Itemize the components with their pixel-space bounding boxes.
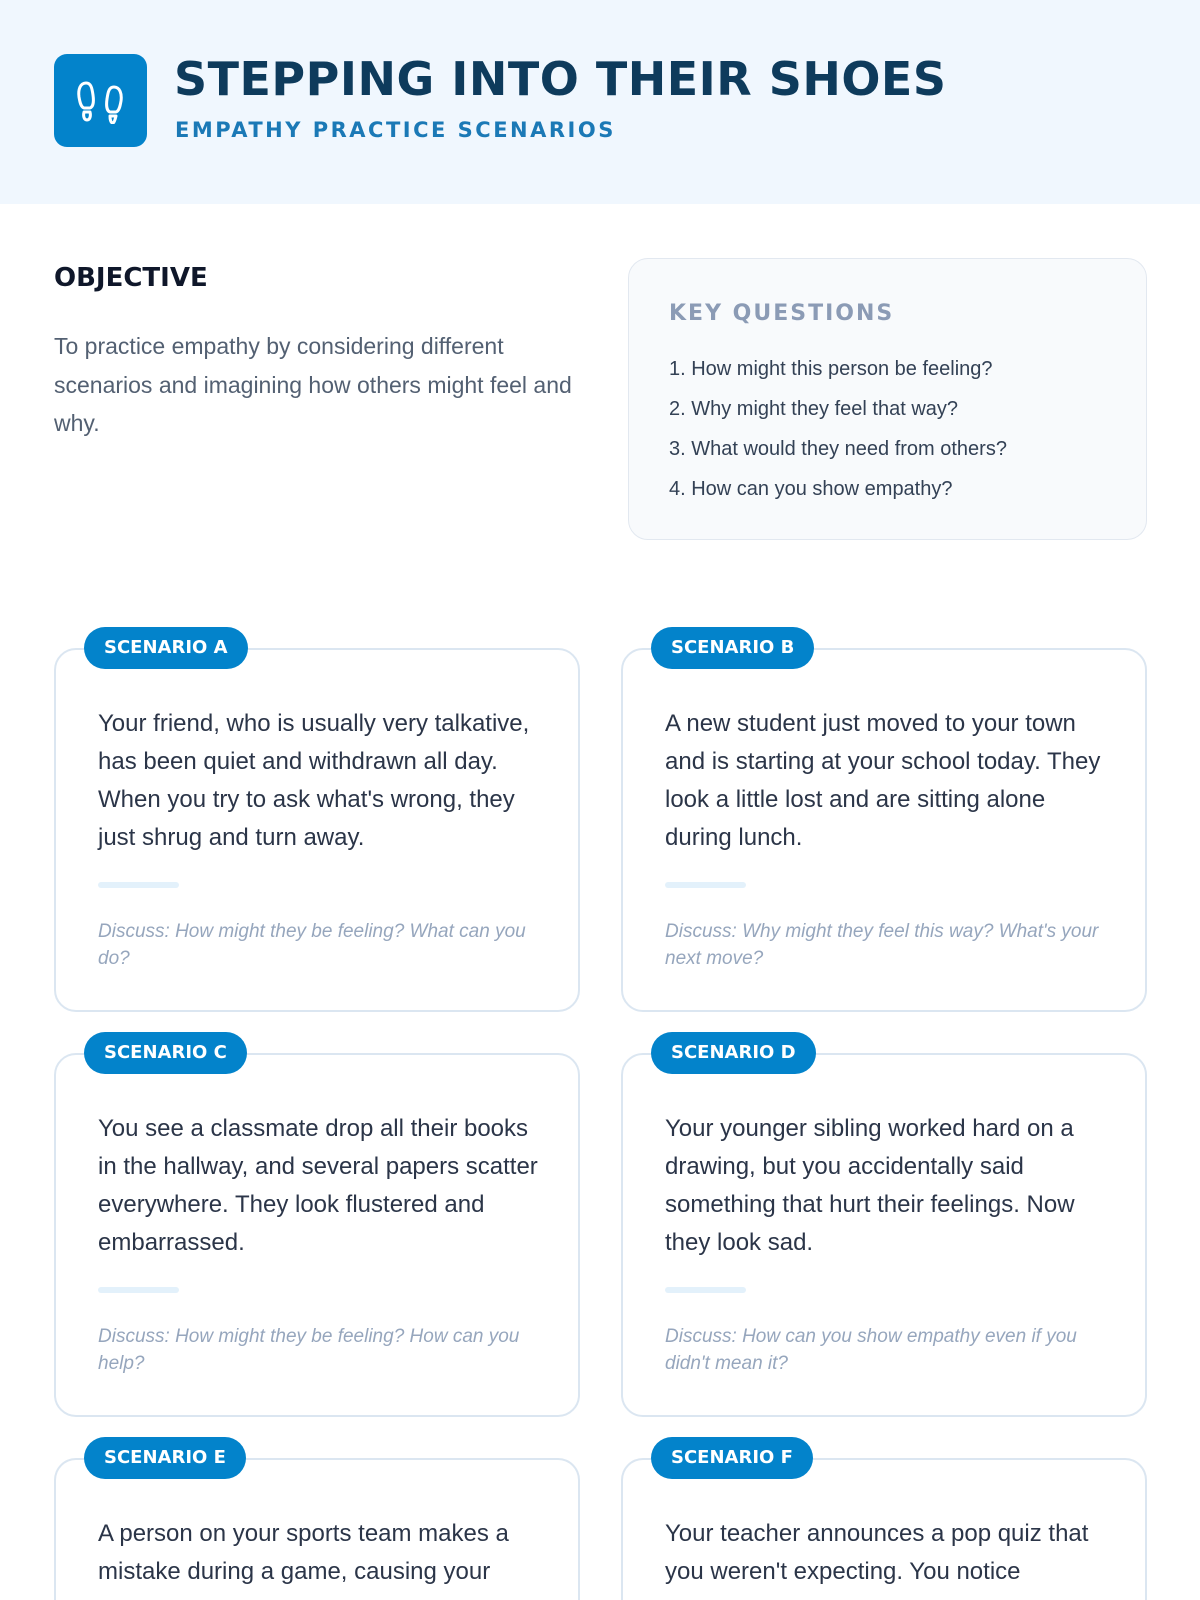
scenario-card-e: [54, 1447, 580, 1600]
divider: [665, 1287, 746, 1293]
key-questions-title: KEY QUESTIONS: [669, 301, 895, 326]
scenario-discuss: Discuss: How can you show empathy even if you didn't mean it?: [665, 1326, 1077, 1374]
scenario-text: Your younger sibling worked hard on a drawing, but you accidentally said something that hurt their feelings. Now they look sad.: [665, 1115, 1075, 1256]
scenario-badge: SCENARIO A: [84, 627, 248, 669]
key-question-item: 2. Why might they feel that way?: [669, 398, 959, 420]
page-header: [0, 0, 1200, 204]
divider: [98, 1287, 179, 1293]
scenario-text: A person on your sports team makes a mistake during a game, causing your: [98, 1520, 509, 1585]
scenario-badge: SCENARIO C: [84, 1032, 247, 1074]
divider: [98, 882, 179, 888]
scenario-badge: SCENARIO F: [651, 1437, 813, 1479]
footprints-icon: [76, 80, 126, 124]
key-question-item: 3. What would they need from others?: [669, 438, 1007, 460]
scenario-card-c: [54, 1042, 580, 1417]
objective-heading: OBJECTIVE: [54, 263, 208, 293]
page-title: STEPPING INTO THEIR SHOES: [174, 52, 947, 106]
scenario-card-a: [54, 637, 580, 1012]
scenario-card-b: [621, 637, 1147, 1012]
logo: [54, 54, 147, 147]
scenario-text: Your friend, who is usually very talkative, has been quiet and withdrawn all day. When you try to ask what's wrong, they just shrug and turn away.: [98, 710, 530, 851]
key-questions-panel: [628, 258, 1147, 540]
scenario-text: A new student just moved to your town and is starting at your school today. They look a little lost and are sitting alone during lunch.: [665, 710, 1101, 851]
page-subtitle: EMPATHY PRACTICE SCENARIOS: [175, 118, 616, 142]
key-question-item: 1. How might this person be feeling?: [669, 358, 993, 380]
scenario-badge: SCENARIO E: [84, 1437, 246, 1479]
divider: [665, 882, 746, 888]
scenario-text: You see a classmate drop all their books in the hallway, and several papers scatter everywhere. They look flustered and embarrassed.: [98, 1115, 538, 1256]
objective-text: To practice empathy by considering different scenarios and imagining how others might feel and why.: [54, 333, 572, 436]
key-questions-list: [669, 349, 1007, 509]
scenario-badge: SCENARIO D: [651, 1032, 816, 1074]
scenario-text: Your teacher announces a pop quiz that you weren't expecting. You notice: [665, 1520, 1089, 1585]
key-question-item: 4. How can you show empathy?: [669, 478, 953, 500]
scenario-card-f: [621, 1447, 1147, 1600]
scenario-discuss: Discuss: How might they be feeling? How can you help?: [98, 1326, 520, 1374]
scenario-discuss: Discuss: How might they be feeling? What can you do?: [98, 921, 526, 969]
scenario-badge: SCENARIO B: [651, 627, 814, 669]
scenario-discuss: Discuss: Why might they feel this way? What's your next move?: [665, 921, 1099, 969]
scenario-card-d: [621, 1042, 1147, 1417]
